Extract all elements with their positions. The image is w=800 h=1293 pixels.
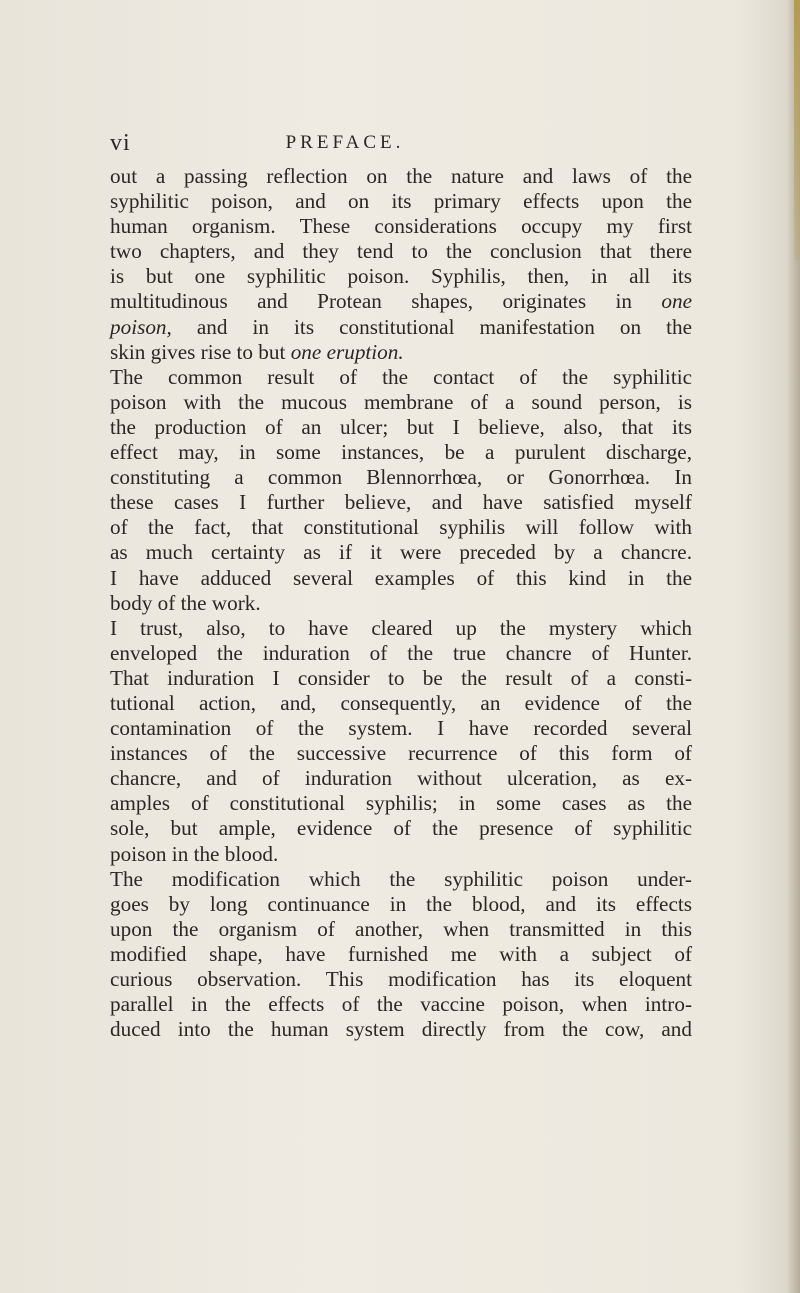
text-fragment: multitudinous and Protean shapes, originates in <box>110 289 632 314</box>
text-line: upon the organism of another, when transmitted in this <box>110 916 692 941</box>
text-line: poison in the blood. <box>110 841 279 866</box>
text-line: body of the work. <box>110 590 261 615</box>
italic-text: one eruption. <box>290 339 404 364</box>
paragraph-start-line: The modification which the syphilitic poison under- <box>110 866 692 891</box>
text-line: I have adduced several examples of this kind in the <box>110 565 692 590</box>
text-line: amples of constitutional syphilis; in some cases as the <box>110 791 692 816</box>
text-line: two chapters, and they tend to the conclusion that there <box>110 239 692 264</box>
running-title: PREFACE. <box>285 132 405 153</box>
text-line: the production of an ulcer; but I believe, also, that its <box>110 414 692 439</box>
text-line: chancre, and of induration without ulceration, as ex- <box>110 766 692 791</box>
text-line: instances of the successive recurrence of this form of <box>110 741 692 766</box>
paragraph-start-line: I trust, also, to have cleared up the mystery which <box>110 615 692 640</box>
text-line: of the fact, that constitutional syphilis will follow with <box>110 515 692 540</box>
text-line: constituting a common Blennorrhœa, or Gonorrhœa. In <box>110 465 692 490</box>
text-line <box>110 315 692 340</box>
paragraph-start-line: The common result of the contact of the syphilitic <box>110 364 692 389</box>
text-line: tutional action, and, consequently, an evidence of the <box>110 690 692 715</box>
page-edge-stain <box>794 0 800 260</box>
text-line <box>110 289 692 314</box>
text-line: That induration I consider to be the result of a consti- <box>110 665 692 690</box>
body-text <box>110 164 692 1042</box>
text-line: duced into the human system directly from the cow, and <box>110 1017 692 1042</box>
text-line: enveloped the induration of the true chancre of Hunter. <box>110 640 692 665</box>
text-line: parallel in the effects of the vaccine poison, when intro- <box>110 992 692 1017</box>
text-line: effect may, in some instances, be a purulent discharge, <box>110 440 692 465</box>
text-line: modified shape, have furnished me with a subject of <box>110 941 692 966</box>
running-head <box>110 130 690 160</box>
text-fragment: skin gives rise to but <box>110 339 286 364</box>
text-line: sole, but ample, evidence of the presence of syphilitic <box>110 816 692 841</box>
text-line: syphilitic poison, and on its primary effects upon the <box>110 189 692 214</box>
text-line: out a passing reflection on the nature and laws of the <box>110 164 692 188</box>
italic-text: one <box>661 289 693 314</box>
italic-text: poison, <box>110 314 172 339</box>
text-fragment: and in its constitutional manifestation on the <box>196 314 693 339</box>
text-line: goes by long continuance in the blood, and its effects <box>110 891 692 916</box>
text-line: is but one syphilitic poison. Syphilis, then, in all its <box>110 264 692 289</box>
text-line: human organism. These considerations occupy my first <box>110 214 692 239</box>
page-number: vi <box>110 130 131 156</box>
text-line: as much certainty as if it were preceded by a chancre. <box>110 540 692 565</box>
text-line: contamination of the system. I have recorded several <box>110 716 692 741</box>
text-line: these cases I further believe, and have satisfied myself <box>110 490 692 515</box>
text-line: poison with the mucous membrane of a sound person, is <box>110 389 692 414</box>
text-line <box>110 340 692 365</box>
text-line: curious observation. This modification has its eloquent <box>110 967 692 991</box>
